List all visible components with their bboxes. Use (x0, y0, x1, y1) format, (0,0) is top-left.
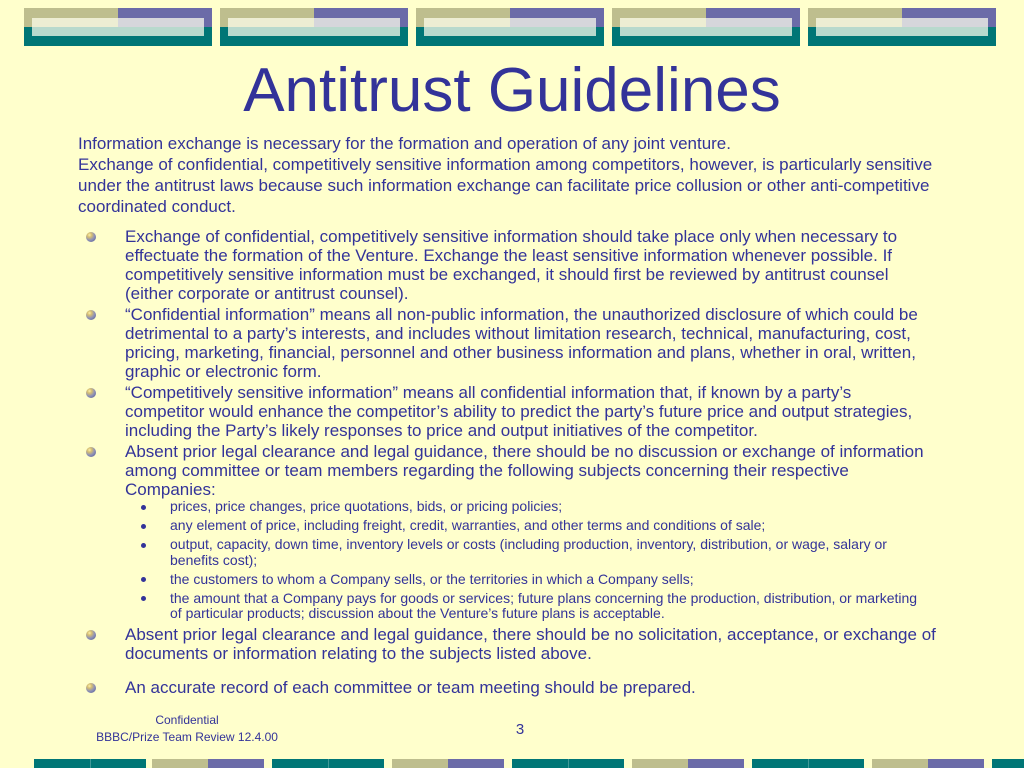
decor-light-band (816, 18, 988, 36)
bottom-decor-block (34, 759, 90, 768)
sub-bullet-dot-icon (141, 505, 146, 510)
sub-bullet-list (170, 499, 990, 622)
bottom-decor-block (272, 759, 328, 768)
bullet-text: Absent prior legal clearance and legal guidance, there should be no discussion or exchange of information among committee or team members regarding the following subjects concerning their respective Companies: (125, 442, 924, 499)
top-decor-block (808, 8, 996, 46)
footer-review: BBBC/Prize Team Review 12.4.00 (96, 730, 278, 744)
bullet-item (125, 305, 1005, 381)
page-number: 3 (515, 721, 525, 738)
bullet-item (125, 625, 1005, 663)
top-decor-block (416, 8, 604, 46)
sub-bullet-dot-icon (141, 596, 146, 601)
bullet-item (125, 227, 1005, 303)
bottom-decor-block (90, 759, 146, 768)
bottom-decor-block (152, 759, 208, 768)
footer-confidential: Confidential (155, 713, 219, 727)
bullet-text: “Confidential information” means all non-public information, the unauthorized disclosure of which could be detrimental to a party’s interests, and includes without limitation research, technical, manufacturing, cost, pricing, marketing, financial, personnel and other business information and plans, whether in oral, written, graphic or electronic form. (125, 305, 918, 381)
top-decor-block (612, 8, 800, 46)
bottom-decor-block (208, 759, 264, 768)
sub-bullet-text: prices, price changes, price quotations, bids, or pricing policies; (170, 498, 563, 514)
sub-bullet-dot-icon (141, 524, 146, 529)
bottom-decor-block (632, 759, 688, 768)
bottom-decor-block (328, 759, 384, 768)
bottom-decor-block (392, 759, 448, 768)
bottom-decor-block (872, 759, 928, 768)
top-decor-block (24, 8, 212, 46)
bullet-item (125, 442, 1005, 622)
decor-light-band (32, 18, 204, 36)
bottom-decor-block (448, 759, 504, 768)
bullet-sphere-icon (86, 310, 96, 320)
bullet-sphere-icon (86, 447, 96, 457)
sub-bullet-item (170, 572, 990, 588)
bullet-sphere-icon (86, 232, 96, 242)
bottom-decor-block (512, 759, 568, 768)
sub-bullet-item (170, 518, 990, 534)
bottom-decor-block (752, 759, 808, 768)
sub-bullet-item (170, 537, 990, 568)
bottom-decor-block (568, 759, 624, 768)
bullet-text: Absent prior legal clearance and legal guidance, there should be no solicitation, acceptance, or exchange of documents or information relating to the subjects listed above. (125, 625, 936, 663)
sub-bullet-text: the customers to whom a Company sells, or the territories in which a Company sells; (170, 570, 694, 587)
bottom-decor-block (928, 759, 984, 768)
bottom-decor-block (688, 759, 744, 768)
bullet-sphere-icon (86, 683, 96, 693)
sub-bullet-text: output, capacity, down time, inventory levels or costs (including production, inventory, distribution, or wage, salary or benefits cost); (170, 536, 887, 568)
bullet-text: Exchange of confidential, competitively sensitive information should take place only when necessary to effectuate the formation of the Venture. Exchange the least sensitive information whenever possible. If competitively sensitive information must be exchanged, it should first be reviewed by antitrust counsel (either corporate or antitrust counsel). (125, 227, 898, 303)
slide-title: Antitrust Guidelines (243, 56, 781, 125)
sub-bullet-text: any element of price, including freight, credit, warranties, and other terms and conditions of sale; (170, 517, 766, 533)
bullet-text: “Competitively sensitive information” means all confidential information that, if known by a party’s competitor would enhance the competitor’s ability to predict the party’s future price and output strategies, including the Party’s likely responses to price and output initiatives of the competitor. (125, 383, 913, 440)
intro-paragraph: Information exchange is necessary for the formation and operation of any joint venture. (78, 134, 731, 153)
top-decor-block (220, 8, 408, 46)
footer-label (87, 712, 287, 746)
sub-bullet-dot-icon (141, 577, 146, 582)
bullet-sphere-icon (86, 630, 96, 640)
intro-paragraph: Exchange of confidential, competitively sensitive information among competitors, however, is particularly sensitive under the antitrust laws because such information exchange can facilitate price collusion or other anti-competitive coordinated conduct. (78, 155, 933, 216)
decor-light-band (228, 18, 400, 36)
bullet-item (125, 678, 1005, 697)
decor-light-band (620, 18, 792, 36)
sub-bullet-item (170, 499, 990, 515)
sub-bullet-item (170, 591, 990, 622)
bullet-text: An accurate record of each committee or team meeting should be prepared. (125, 678, 696, 697)
sub-bullet-dot-icon (141, 543, 146, 548)
bottom-decor-block (808, 759, 864, 768)
bullet-list (125, 227, 1005, 699)
bullet-item (125, 383, 1005, 440)
bottom-decor-block (992, 759, 1024, 768)
sub-bullet-text: the amount that a Company pays for goods or services; future plans concerning the production, distribution, or marketing of particular products; discussion about the Venture’s future plans is acceptable. (170, 589, 918, 621)
decor-light-band (424, 18, 596, 36)
bullet-sphere-icon (86, 388, 96, 398)
intro-text (78, 133, 978, 217)
